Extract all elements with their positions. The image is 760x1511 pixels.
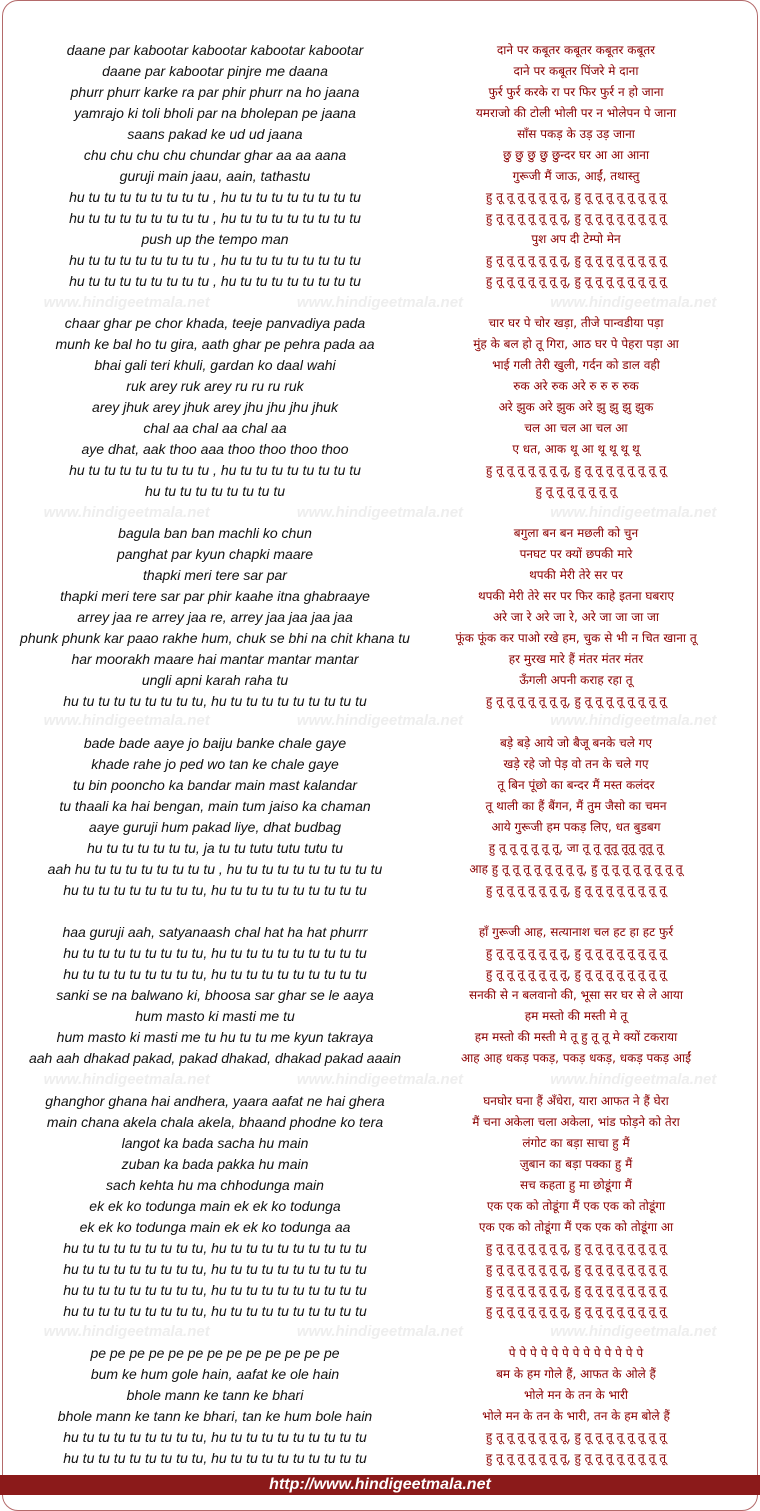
lyric-hindi: आये गुरूजी हम पकड़ लिए, धत बुडबग [491, 820, 661, 834]
lyric-english: hu tu tu tu tu tu tu tu tu , hu tu tu tu tu tu tu tu tu [69, 273, 361, 289]
watermark-text: www.hindigeetmala.net [296, 294, 464, 311]
lyric-english: ungli apni karah raha tu [141, 672, 289, 688]
lyric-hindi: हर मुरख मारे हैं मंतर मंतर मंतर [508, 652, 644, 666]
lyrics-line [0, 313, 760, 334]
lyric-hindi: घनघोर घना हैं अँधेरा, यारा आफत ने हैं घेरा [483, 1094, 669, 1108]
lyric-hindi: हम मस्तो की मस्ती मे तू हु तू तू मे क्यों टकराया [474, 1030, 678, 1044]
lyrics-line [0, 334, 760, 355]
lyrics-line [0, 943, 760, 964]
lyric-hindi: हाँ गुरूजी आह, सत्यानाश चल हट हा हट फुर्र [478, 925, 674, 939]
lyric-english: bade bade aaye jo baiju banke chale gaye [83, 735, 347, 751]
lyrics-line [0, 271, 760, 292]
lyrics-line [0, 775, 760, 796]
lyric-hindi: पे पे पे पे पे पे पे पे पे पे पे पे पे [508, 1346, 644, 1360]
lyric-english: hum masto ki masti me tu [135, 1008, 295, 1024]
lyrics-line [0, 1364, 760, 1385]
lyric-english: arrey jaa re arrey jaa re, arrey jaa jaa jaa jaa [77, 609, 353, 625]
watermark-text: www.hindigeetmala.net [550, 1071, 717, 1088]
lyric-hindi: हु तू तू तू तू तू तू तू, हु तू तू तू तू तू तू तू तू [485, 1262, 667, 1276]
lyric-hindi: तू बिन पूंछो का बन्दर मैं मस्त कलंदर [497, 778, 655, 792]
lyrics-line [0, 1154, 760, 1175]
lyrics-line [0, 1006, 760, 1027]
lyric-english: bhai gali teri khuli, gardan ko daal wahi [94, 357, 336, 373]
lyrics-line [0, 355, 760, 376]
lyric-hindi: हु तू तू तू तू तू तू तू, हु तू तू तू तू तू तू तू तू [485, 1451, 667, 1465]
lyric-hindi: लंगोट का बड़ा साचा हु मैं [522, 1136, 630, 1150]
lyric-hindi: भोले मन के तन के भारी, तन के हम बोले हैं [482, 1409, 670, 1423]
lyric-hindi: दाने पर कबूतर पिंजरे मे दाना [513, 64, 639, 78]
lyric-hindi: चल आ चल आ चल आ [524, 421, 628, 435]
lyrics-line [0, 565, 760, 586]
lyric-english: zuban ka bada pakka hu main [121, 1156, 309, 1172]
lyrics-line [0, 628, 760, 649]
watermark-text: www.hindigeetmala.net [296, 1323, 464, 1340]
lyric-english: hu tu tu tu tu tu tu tu tu, hu tu tu tu tu tu tu tu tu tu [63, 1240, 367, 1256]
lyrics-line [0, 439, 760, 460]
lyric-english: hu tu tu tu tu tu tu, ja tu tu tutu tutu tutu tu [86, 840, 344, 856]
lyric-hindi: गुरूजी मैं जाऊ, आईं, तथास्तु [512, 169, 640, 183]
lyric-hindi: हु तू तू तू तू तू तू तू, हु तू तू तू तू तू तू तू तू [485, 190, 667, 204]
lyric-hindi: हु तू तू तू तू तू तू तू, हु तू तू तू तू तू तू तू तू [485, 274, 667, 288]
lyrics-line [0, 229, 760, 250]
lyric-hindi: छु छु छु छु छुन्दर घर आ आ आना [502, 148, 650, 162]
lyric-english: sanki se na balwano ki, bhoosa sar ghar se le aaya [56, 987, 374, 1003]
lyric-english: hu tu tu tu tu tu tu tu tu, hu tu tu tu tu tu tu tu tu tu [63, 945, 367, 961]
lyrics-line [0, 1259, 760, 1280]
lyrics-line [0, 187, 760, 208]
lyric-english: chal aa chal aa chal aa [143, 420, 287, 436]
lyrics-line [0, 922, 760, 943]
lyrics-line [0, 964, 760, 985]
lyrics-line [0, 607, 760, 628]
watermark-text: www.hindigeetmala.net [550, 294, 717, 311]
watermark-text: www.hindigeetmala.net [296, 504, 464, 521]
lyric-english: yamrajo ki toli bholi par na bholepan pe jaana [74, 105, 356, 121]
lyrics-line [0, 1343, 760, 1364]
lyrics-line [0, 523, 760, 544]
lyric-english: thapki meri tere sar par phir kaahe itna ghabraaye [60, 588, 370, 604]
lyric-hindi: थपकी मेरी तेरे सर पर फिर काहे इतना घबराए [477, 589, 675, 603]
lyrics-line [0, 1238, 760, 1259]
lyric-hindi: हु तू तू तू तू तू तू तू, हु तू तू तू तू तू तू तू तू [485, 1283, 667, 1297]
watermark-strip [0, 294, 760, 312]
lyric-english: saans pakad ke ud ud jaana [127, 126, 303, 142]
lyric-hindi [436, 901, 716, 922]
lyrics-line [0, 145, 760, 166]
watermark-strip [0, 1071, 760, 1089]
lyrics-line [0, 691, 760, 712]
lyrics-line [0, 586, 760, 607]
lyric-hindi: एक एक को तोडूंगा मैं एक एक को तोडूंगा आ [478, 1220, 674, 1234]
lyrics-line [0, 859, 760, 880]
lyric-english: hu tu tu tu tu tu tu tu tu, hu tu tu tu tu tu tu tu tu tu [63, 1429, 367, 1445]
lyric-english: ek ek ko todunga main ek ek ko todunga [89, 1198, 341, 1214]
lyrics-line [0, 901, 760, 922]
lyric-english: hu tu tu tu tu tu tu tu tu, hu tu tu tu tu tu tu tu tu tu [63, 693, 367, 709]
lyric-english: chu chu chu chu chundar ghar aa aa aana [83, 147, 347, 163]
lyric-english: khade rahe jo ped wo tan ke chale gaye [91, 756, 339, 772]
lyric-hindi: फूंक फूंक कर पाओ रखे हम, चुक से भी न चित खाना तू [455, 631, 697, 645]
lyric-english: daane par kabootar pinjre me daana [102, 63, 328, 79]
lyrics-line [0, 1048, 760, 1069]
lyric-english: munh ke bal ho tu gira, aath ghar pe pehra pada aa [55, 336, 375, 352]
lyrics-line [0, 544, 760, 565]
watermark-text: www.hindigeetmala.net [550, 1323, 717, 1340]
lyrics-line [0, 397, 760, 418]
lyric-english: pe pe pe pe pe pe pe pe pe pe pe pe pe [90, 1345, 340, 1361]
lyric-english: aaye guruji hum pakad liye, dhat budbag [88, 819, 342, 835]
lyrics-line [0, 838, 760, 859]
lyric-hindi: मुंह के बल हो तू गिरा, आठ घर पे पेहरा पड़ा आ [473, 337, 679, 351]
lyric-hindi: चार घर पे चोर खड़ा, तीजे पान्वडीया पड़ा [488, 316, 664, 330]
lyric-hindi: आह आह धकड़ पकड़, पकड़ धकड़, धकड़ पकड़ आईं [461, 1051, 691, 1065]
lyrics-line [0, 1217, 760, 1238]
lyrics-line [0, 481, 760, 502]
lyric-english: guruji main jaau, aain, tathastu [119, 168, 311, 184]
watermark-text: www.hindigeetmala.net [43, 1071, 210, 1088]
lyric-hindi: एक एक को तोडूंगा मैं एक एक को तोडूंगा [486, 1199, 666, 1213]
lyric-hindi: मैं चना अकेला चला अकेला, भांड फोड़ने को तेरा [472, 1115, 680, 1129]
lyric-english: hu tu tu tu tu tu tu tu tu [144, 483, 286, 499]
lyric-english: panghat par kyun chapki maare [116, 546, 314, 562]
lyric-hindi: सच कहता हु मा छोडूंगा मैं [520, 1178, 632, 1192]
lyric-english: bhole mann ke tann ke bhari [126, 1387, 304, 1403]
lyric-hindi: ज़ुबान का बड़ा पक्का हु मैं [519, 1157, 633, 1171]
lyrics-line [0, 376, 760, 397]
watermark-text: www.hindigeetmala.net [550, 712, 717, 729]
lyric-english: hu tu tu tu tu tu tu tu tu , hu tu tu tu tu tu tu tu tu [69, 462, 361, 478]
lyric-hindi: हु तू तू तू तू तू तू तू, हु तू तू तू तू तू तू तू तू [485, 967, 667, 981]
lyric-english: ruk arey ruk arey ru ru ru ruk [126, 378, 304, 394]
lyric-hindi: दाने पर कबूतर कबूतर कबूतर कबूतर [496, 43, 656, 57]
lyrics-line [0, 208, 760, 229]
watermark-text: www.hindigeetmala.net [43, 294, 210, 311]
lyrics-line [0, 1175, 760, 1196]
lyrics-line [0, 754, 760, 775]
lyrics-line [0, 1027, 760, 1048]
lyric-hindi: बगुला बन बन मछली को चुन [513, 526, 639, 540]
lyric-english: phurr phurr karke ra par phir phurr na ho jaana [70, 84, 360, 100]
lyric-hindi: थपकी मेरी तेरे सर पर [529, 568, 623, 582]
lyrics-line [0, 1133, 760, 1154]
lyric-english: hu tu tu tu tu tu tu tu tu , hu tu tu tu tu tu tu tu tu [69, 252, 361, 268]
lyrics-line [0, 1196, 760, 1217]
lyric-english: hu tu tu tu tu tu tu tu tu, hu tu tu tu tu tu tu tu tu tu [63, 1450, 367, 1466]
watermark-text: www.hindigeetmala.net [43, 1323, 210, 1340]
lyric-english: hu tu tu tu tu tu tu tu tu, hu tu tu tu tu tu tu tu tu tu [63, 966, 367, 982]
lyric-english: hu tu tu tu tu tu tu tu tu, hu tu tu tu tu tu tu tu tu tu [63, 1261, 367, 1277]
watermark-text: www.hindigeetmala.net [296, 712, 464, 729]
lyrics-line [0, 796, 760, 817]
lyric-hindi: ऊँगली अपनी कराह रहा तू [519, 673, 633, 687]
lyrics-line [0, 82, 760, 103]
lyric-hindi: हु तू तू तू तू तू तू तू, हु तू तू तू तू तू तू तू तू [485, 253, 667, 267]
lyric-english: tu bin pooncho ka bandar main mast kalandar [72, 777, 358, 793]
lyrics-line [0, 985, 760, 1006]
lyrics-line [0, 1427, 760, 1448]
lyric-hindi: भोले मन के तन के भारी [523, 1388, 629, 1402]
lyric-hindi: हु तू तू तू तू तू तू तू, हु तू तू तू तू तू तू तू तू [485, 1304, 667, 1318]
lyric-hindi: रुक अरे रुक अरे रु रु रु रुक [513, 379, 639, 393]
lyric-english: daane par kabootar kabootar kabootar kabootar [66, 42, 364, 58]
lyrics-line [0, 166, 760, 187]
lyric-english: aye dhat, aak thoo aaa thoo thoo thoo thoo [81, 441, 349, 457]
lyrics-line [0, 103, 760, 124]
lyrics-line [0, 1112, 760, 1133]
lyric-hindi: अरे जा रे अरे जा रे, अरे जा जा जा जा [492, 610, 660, 624]
lyric-english: hum masto ki masti me tu hu tu tu me kyun takraya [56, 1029, 374, 1045]
lyric-hindi: हु तू तू तू तू तू तू तू, हु तू तू तू तू तू तू तू तू [485, 883, 667, 897]
lyrics-stanza [0, 523, 760, 712]
lyrics-stanza [0, 1343, 760, 1469]
lyric-english: bhole mann ke tann ke bhari, tan ke hum bole hain [57, 1408, 373, 1424]
lyric-english: phunk phunk kar paao rakhe hum, chuk se bhi na chit khana tu [20, 630, 410, 646]
lyric-english [0, 901, 430, 922]
lyric-hindi: आह हु तू तू तू तू तू तू तू तू, हु तू तू तू तू तू तू तू तू [469, 862, 683, 876]
lyric-hindi: साँस पकड़ के उड़ उड़ जाना [517, 127, 635, 141]
lyric-hindi: पनघट पर क्यों छपकी मारे [519, 547, 633, 561]
lyric-english: har moorakh maare hai mantar mantar mantar [71, 651, 359, 667]
lyrics-line [0, 250, 760, 271]
lyric-english: ek ek ko todunga main ek ek ko todunga aa [79, 1219, 351, 1235]
watermark-strip [0, 504, 760, 522]
lyrics-line [0, 40, 760, 61]
watermark-text: www.hindigeetmala.net [43, 712, 210, 729]
lyric-english: hu tu tu tu tu tu tu tu tu, hu tu tu tu tu tu tu tu tu tu [63, 1282, 367, 1298]
lyrics-line [0, 1301, 760, 1322]
lyrics-line [0, 418, 760, 439]
lyrics-line [0, 1280, 760, 1301]
lyric-english: chaar ghar pe chor khada, teeje panvadiya pada [64, 315, 366, 331]
lyrics-line [0, 817, 760, 838]
lyrics-line [0, 670, 760, 691]
lyrics-line [0, 61, 760, 82]
lyric-english: langot ka bada sacha hu main [121, 1135, 309, 1151]
lyric-english: aah aah dhakad pakad, pakad dhakad, dhakad pakad aaain [28, 1050, 402, 1066]
lyric-hindi: हु तू तू तू तू तू तू, जा तू तू तूतू तूतू तूतू तू [488, 841, 664, 855]
lyric-english: hu tu tu tu tu tu tu tu tu, hu tu tu tu tu tu tu tu tu tu [63, 1303, 367, 1319]
lyrics-stanza [0, 40, 760, 292]
lyric-english: push up the tempo man [141, 231, 289, 247]
lyric-hindi: पुश अप दी टेम्पो मेन [531, 232, 621, 246]
watermark-strip [0, 1323, 760, 1341]
lyric-hindi: अरे झुक अरे झुक अरे झु झु झु झुक [498, 400, 654, 414]
lyric-english: sach kehta hu ma chhodunga main [106, 1177, 324, 1193]
lyric-english: hu tu tu tu tu tu tu tu tu, hu tu tu tu tu tu tu tu tu tu [63, 882, 367, 898]
lyrics-line [0, 1091, 760, 1112]
lyrics-line [0, 649, 760, 670]
lyric-english: hu tu tu tu tu tu tu tu tu , hu tu tu tu tu tu tu tu tu [69, 210, 361, 226]
lyrics-line [0, 880, 760, 901]
lyric-english: aah hu tu tu tu tu tu tu tu tu , hu tu tu tu tu tu tu tu tu tu [47, 861, 383, 877]
lyric-hindi: हु तू तू तू तू तू तू तू, हु तू तू तू तू तू तू तू तू [485, 463, 667, 477]
lyric-hindi: बम के हम गोले हैं, आफत के ओले हैं [496, 1367, 656, 1381]
lyric-hindi: हु तू तू तू तू तू तू तू, हु तू तू तू तू तू तू तू तू [485, 1241, 667, 1255]
lyric-hindi: बड़े बड़े आये जो बैजू बनके चले गए [499, 736, 653, 750]
lyric-english: haa guruji aah, satyanaash chal hat ha hat phurrr [62, 924, 368, 940]
lyric-english: hu tu tu tu tu tu tu tu tu , hu tu tu tu tu tu tu tu tu [69, 189, 361, 205]
lyric-hindi: तू थाली का हैं बैंगन, मैं तुम जैसो का चमन [485, 799, 667, 813]
lyric-english: bum ke hum gole hain, aafat ke ole hain [90, 1366, 340, 1382]
lyric-hindi: हु तू तू तू तू तू तू तू, हु तू तू तू तू तू तू तू तू [485, 1430, 667, 1444]
watermark-text: www.hindigeetmala.net [296, 1071, 464, 1088]
lyric-hindi: सनकी से न बलवानो की, भूसा सर घर से ले आया [469, 988, 683, 1002]
lyrics-line [0, 1406, 760, 1427]
lyrics-line [0, 1385, 760, 1406]
lyric-hindi: हु तू तू तू तू तू तू तू, हु तू तू तू तू तू तू तू तू [485, 694, 667, 708]
lyric-hindi: यमराजो की टोली भोली पर न भोलेपन पे जाना [475, 106, 677, 120]
watermark-text: www.hindigeetmala.net [550, 504, 717, 521]
lyric-english: arey jhuk arey jhuk arey jhu jhu jhu jhuk [92, 399, 338, 415]
lyrics-line [0, 124, 760, 145]
watermark-strip [0, 712, 760, 730]
watermark-text: www.hindigeetmala.net [43, 504, 210, 521]
lyric-hindi: खड़े रहे जो पेड़ वो तन के चले गए [503, 757, 649, 771]
lyric-hindi: ए धत, आक थू आ थू थू थू थू [512, 442, 640, 456]
lyrics-stanza [0, 313, 760, 502]
lyric-english: thapki meri tere sar par [143, 567, 287, 583]
lyrics-stanza [0, 733, 760, 1069]
lyrics-line [0, 1448, 760, 1469]
lyric-hindi: हु तू तू तू तू तू तू तू, हु तू तू तू तू तू तू तू तू [485, 211, 667, 225]
lyric-hindi: हु तू तू तू तू तू तू तू, हु तू तू तू तू तू तू तू तू [485, 946, 667, 960]
lyric-hindi: हम मस्तो की मस्ती मे तू [524, 1009, 628, 1023]
lyric-hindi: भाई गली तेरी खुली, गर्दन को डाल वही [492, 358, 660, 372]
lyric-english: main chana akela chala akela, bhaand phodne ko tera [46, 1114, 384, 1130]
lyrics-line [0, 733, 760, 754]
lyric-hindi: फुर्र फुर्र करके रा पर फिर फुर्र न हो जाना [488, 85, 664, 99]
lyrics-stanza [0, 1091, 760, 1322]
lyric-hindi: हु तू तू तू तू तू तू तू [535, 484, 617, 498]
lyric-english: tu thaali ka hai bengan, main tum jaiso ka chaman [59, 798, 371, 814]
footer-url[interactable]: http://www.hindigeetmala.net [0, 1475, 760, 1495]
lyric-english: ghanghor ghana hai andhera, yaara aafat ne hai ghera [45, 1093, 385, 1109]
lyrics-line [0, 460, 760, 481]
lyric-english: bagula ban ban machli ko chun [118, 525, 312, 541]
